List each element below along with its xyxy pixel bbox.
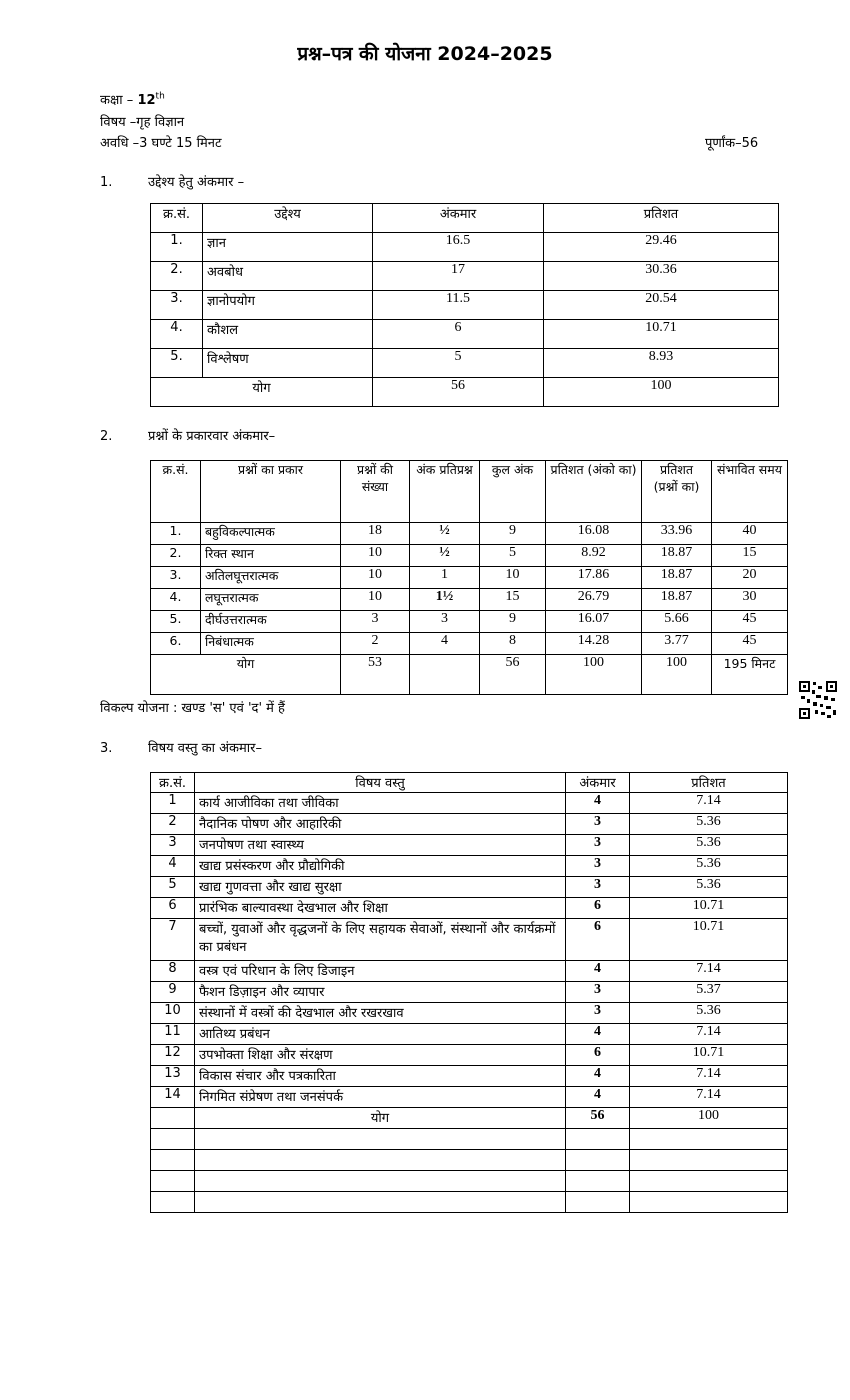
cell: 18.87 xyxy=(642,545,712,567)
cell: 6 xyxy=(566,919,630,961)
empty-cell xyxy=(151,1150,195,1171)
cell: कौशल xyxy=(203,320,373,349)
table-total-row xyxy=(151,655,788,695)
cell: 15 xyxy=(480,589,546,611)
empty-row xyxy=(151,1192,788,1213)
cell: 3 xyxy=(566,814,630,835)
cell: 4. xyxy=(151,320,203,349)
subject-content-table xyxy=(150,772,788,1213)
cell: 6 xyxy=(566,898,630,919)
cell: 8.93 xyxy=(544,349,779,378)
cell: 10 xyxy=(341,589,410,611)
cell: 4 xyxy=(566,793,630,814)
objective-table xyxy=(150,203,779,407)
empty-cell xyxy=(630,1150,788,1171)
table-row xyxy=(151,835,788,856)
cell: 16.5 xyxy=(373,233,544,262)
cell: अतिलघूत्तरात्मक xyxy=(201,567,341,589)
cell: 4 xyxy=(566,1066,630,1087)
section1-heading xyxy=(100,172,244,190)
cell: कार्य आजीविका तथा जीविका xyxy=(195,793,566,814)
cell: 100 xyxy=(546,655,642,695)
cell: 11 xyxy=(151,1024,195,1045)
cell: 18.87 xyxy=(642,567,712,589)
cell: ½ xyxy=(410,523,480,545)
table-row xyxy=(151,1066,788,1087)
cell: 100 xyxy=(630,1108,788,1129)
cell: 5.36 xyxy=(630,877,788,898)
cell: 3. xyxy=(151,291,203,320)
col-header: प्रतिशत (अंको का) xyxy=(546,461,642,523)
empty-cell xyxy=(151,1192,195,1213)
col-header: क्र.सं. xyxy=(151,204,203,233)
cell: 5 xyxy=(373,349,544,378)
empty-cell xyxy=(566,1192,630,1213)
subject-line: विषय –गृह विज्ञान xyxy=(100,115,185,130)
cell: 1. xyxy=(151,233,203,262)
cell: 1 xyxy=(410,567,480,589)
cell: दीर्घउत्तरात्मक xyxy=(201,611,341,633)
cell: 29.46 xyxy=(544,233,779,262)
table-total-row xyxy=(151,1108,788,1129)
cell: 3 xyxy=(341,611,410,633)
cell: 3 xyxy=(566,1003,630,1024)
cell: 12 xyxy=(151,1045,195,1066)
table-row xyxy=(151,545,788,567)
cell: अवबोध xyxy=(203,262,373,291)
cell: विश्लेषण xyxy=(203,349,373,378)
table-row xyxy=(151,793,788,814)
cell: 6 xyxy=(566,1045,630,1066)
cell: 13 xyxy=(151,1066,195,1087)
cell xyxy=(410,655,480,695)
section3-heading xyxy=(100,738,262,756)
cell: 5.36 xyxy=(630,835,788,856)
cell: 3 xyxy=(410,611,480,633)
cell: 100 xyxy=(642,655,712,695)
cell: फैशन डिज़ाइन और व्यापार xyxy=(195,982,566,1003)
table-header-row xyxy=(151,773,788,793)
cell: योग xyxy=(151,378,373,407)
cell: 4 xyxy=(566,1087,630,1108)
col-header: प्रतिशत (प्रश्नों का) xyxy=(642,461,712,523)
col-header: अंकमार xyxy=(566,773,630,793)
cell: 20.54 xyxy=(544,291,779,320)
cell: उपभोक्ता शिक्षा और संरक्षण xyxy=(195,1045,566,1066)
cell: 30.36 xyxy=(544,262,779,291)
cell: 6 xyxy=(373,320,544,349)
table-row xyxy=(151,567,788,589)
duration-line: अवधि –3 घण्टे 15 मिनट xyxy=(100,136,222,151)
cell: 8 xyxy=(151,961,195,982)
cell: 9 xyxy=(151,982,195,1003)
cell: 5.36 xyxy=(630,856,788,877)
cell: निगमित संप्रेषण तथा जनसंपर्क xyxy=(195,1087,566,1108)
section2-heading xyxy=(100,426,275,444)
table-row xyxy=(151,1045,788,1066)
cell: 10 xyxy=(341,545,410,567)
cell: 10.71 xyxy=(544,320,779,349)
cell: 18.87 xyxy=(642,589,712,611)
cell: 6 xyxy=(151,898,195,919)
table-header-row xyxy=(151,204,779,233)
cell: 9 xyxy=(480,523,546,545)
cell: 16.08 xyxy=(546,523,642,545)
section2-number: 2. xyxy=(100,429,113,444)
cell: 7 xyxy=(151,919,195,961)
cell: 3 xyxy=(151,835,195,856)
empty-row xyxy=(151,1129,788,1150)
cell: 4 xyxy=(151,856,195,877)
table-row xyxy=(151,1087,788,1108)
section1-number: 1. xyxy=(100,175,113,190)
cell: 7.14 xyxy=(630,793,788,814)
cell: 14.28 xyxy=(546,633,642,655)
cell: ½ xyxy=(410,545,480,567)
col-header: प्रतिशत xyxy=(630,773,788,793)
cell: 1. xyxy=(151,523,201,545)
section2-title: प्रश्नों के प्रकारवार अंकमार– xyxy=(148,429,276,444)
cell: लघूत्तरात्मक xyxy=(201,589,341,611)
cell: 8.92 xyxy=(546,545,642,567)
cell: 4 xyxy=(566,961,630,982)
cell: 5.37 xyxy=(630,982,788,1003)
empty-cell xyxy=(630,1192,788,1213)
cell: 5.36 xyxy=(630,814,788,835)
cell: 3. xyxy=(151,567,201,589)
cell: 17 xyxy=(373,262,544,291)
table-row xyxy=(151,919,788,961)
cell: प्रारंभिक बाल्यावस्था देखभाल और शिक्षा xyxy=(195,898,566,919)
empty-cell xyxy=(566,1150,630,1171)
col-header: कुल अंक xyxy=(480,461,546,523)
table-row xyxy=(151,877,788,898)
cell: 7.14 xyxy=(630,1087,788,1108)
cell: 5. xyxy=(151,611,201,633)
empty-cell xyxy=(566,1171,630,1192)
col-header: विषय वस्तु xyxy=(195,773,566,793)
table-row xyxy=(151,523,788,545)
cell: ज्ञान xyxy=(203,233,373,262)
cell: नैदानिक पोषण और आहारिकी xyxy=(195,814,566,835)
empty-cell xyxy=(195,1171,566,1192)
cell: 26.79 xyxy=(546,589,642,611)
table-row xyxy=(151,633,788,655)
cell: 7.14 xyxy=(630,1066,788,1087)
cell: 30 xyxy=(712,589,788,611)
empty-cell xyxy=(630,1171,788,1192)
class-label: कक्षा – xyxy=(100,93,134,108)
full-marks: पूर्णांक–56 xyxy=(705,136,759,151)
cell: 20 xyxy=(712,567,788,589)
cell: 10 xyxy=(151,1003,195,1024)
cell: 3 xyxy=(566,856,630,877)
cell: 10.71 xyxy=(630,1045,788,1066)
cell: 10 xyxy=(341,567,410,589)
table-row xyxy=(151,589,788,611)
table-row xyxy=(151,1024,788,1045)
cell: 9 xyxy=(480,611,546,633)
empty-cell xyxy=(195,1129,566,1150)
cell: 2. xyxy=(151,262,203,291)
table-total-row xyxy=(151,378,779,407)
cell: 2 xyxy=(151,814,195,835)
cell: योग xyxy=(151,655,341,695)
cell: 10.71 xyxy=(630,898,788,919)
page-title: प्रश्न–पत्र की योजना 2024–2025 xyxy=(297,43,553,65)
cell: 1½ xyxy=(410,589,480,611)
cell: 3 xyxy=(566,835,630,856)
empty-cell xyxy=(151,1171,195,1192)
cell: आतिथ्य प्रबंधन xyxy=(195,1024,566,1045)
class-sup: th xyxy=(155,91,165,102)
cell: 10 xyxy=(480,567,546,589)
table-row xyxy=(151,611,788,633)
empty-cell xyxy=(195,1150,566,1171)
cell: 3 xyxy=(566,877,630,898)
cell: 4 xyxy=(566,1024,630,1045)
table-row xyxy=(151,982,788,1003)
col-header: प्रश्नों का प्रकार xyxy=(201,461,341,523)
cell: 56 xyxy=(480,655,546,695)
cell: 11.5 xyxy=(373,291,544,320)
cell: 45 xyxy=(712,633,788,655)
table-row xyxy=(151,814,788,835)
cell: बच्चों, युवाओं और वृद्धजनों के लिए सहायक सेवाओं, संस्थानों और कार्यक्रमों का प्रबंधन xyxy=(195,919,566,961)
table-row xyxy=(151,262,779,291)
empty-row xyxy=(151,1171,788,1192)
cell: 14 xyxy=(151,1087,195,1108)
cell: 4. xyxy=(151,589,201,611)
table-row xyxy=(151,1003,788,1024)
cell: 7.14 xyxy=(630,961,788,982)
cell: योग xyxy=(195,1108,566,1129)
empty-cell xyxy=(566,1129,630,1150)
cell: 2. xyxy=(151,545,201,567)
table-row xyxy=(151,291,779,320)
cell: बहुविकल्पात्मक xyxy=(201,523,341,545)
col-header: उद्देश्य xyxy=(203,204,373,233)
table-row xyxy=(151,898,788,919)
empty-cell xyxy=(151,1129,195,1150)
cell: 8 xyxy=(480,633,546,655)
cell: निबंधात्मक xyxy=(201,633,341,655)
cell: 3 xyxy=(566,982,630,1003)
table-row xyxy=(151,320,779,349)
empty-row xyxy=(151,1150,788,1171)
empty-cell xyxy=(630,1129,788,1150)
cell: 15 xyxy=(712,545,788,567)
cell: 17.86 xyxy=(546,567,642,589)
cell: 195 मिनट xyxy=(712,655,788,695)
cell: 10.71 xyxy=(630,919,788,961)
cell: ज्ञानोपयोग xyxy=(203,291,373,320)
col-header: संभावित समय xyxy=(712,461,788,523)
cell: 16.07 xyxy=(546,611,642,633)
col-header: प्रश्नों की संख्या xyxy=(341,461,410,523)
cell: 5 xyxy=(480,545,546,567)
cell: रिक्त स्थान xyxy=(201,545,341,567)
cell: 1 xyxy=(151,793,195,814)
cell: खाद्य गुणवत्ता और खाद्य सुरक्षा xyxy=(195,877,566,898)
section1-title: उद्देश्य हेतु अंकमार – xyxy=(148,175,245,190)
cell: जनपोषण तथा स्वास्थ्य xyxy=(195,835,566,856)
cell: 7.14 xyxy=(630,1024,788,1045)
cell: खाद्य प्रसंस्करण और प्रौद्योगिकी xyxy=(195,856,566,877)
empty-cell xyxy=(195,1192,566,1213)
cell: 4 xyxy=(410,633,480,655)
table-row xyxy=(151,856,788,877)
table-row xyxy=(151,349,779,378)
class-value: 12 xyxy=(137,93,156,108)
cell: 100 xyxy=(544,378,779,407)
cell: 3.77 xyxy=(642,633,712,655)
cell: 56 xyxy=(566,1108,630,1129)
qr-code-icon xyxy=(798,680,838,720)
cell: संस्थानों में वस्त्रों की देखभाल और रखरखाव xyxy=(195,1003,566,1024)
cell: 33.96 xyxy=(642,523,712,545)
class-line xyxy=(100,90,165,108)
table-row xyxy=(151,961,788,982)
cell: 53 xyxy=(341,655,410,695)
cell: 5.36 xyxy=(630,1003,788,1024)
col-header: क्र.सं. xyxy=(151,461,201,523)
cell: 45 xyxy=(712,611,788,633)
cell: 6. xyxy=(151,633,201,655)
cell: 56 xyxy=(373,378,544,407)
cell xyxy=(151,1108,195,1129)
cell: 18 xyxy=(341,523,410,545)
cell: 5. xyxy=(151,349,203,378)
col-header: अंकमार xyxy=(373,204,544,233)
cell: विकास संचार और पत्रकारिता xyxy=(195,1066,566,1087)
cell: 5 xyxy=(151,877,195,898)
section3-title: विषय वस्तु का अंकमार– xyxy=(148,741,262,756)
question-type-table xyxy=(150,460,788,695)
col-header: प्रतिशत xyxy=(544,204,779,233)
cell: 5.66 xyxy=(642,611,712,633)
table-header-row xyxy=(151,461,788,523)
option-note: विकल्प योजना : खण्ड 'स' एवं 'द' में हैं xyxy=(100,701,285,716)
cell: वस्त्र एवं परिधान के लिए डिजाइन xyxy=(195,961,566,982)
col-header: अंक प्रतिप्रश्न xyxy=(410,461,480,523)
table-row xyxy=(151,233,779,262)
cell: 40 xyxy=(712,523,788,545)
cell: 2 xyxy=(341,633,410,655)
col-header: क्र.सं. xyxy=(151,773,195,793)
section3-number: 3. xyxy=(100,741,113,756)
